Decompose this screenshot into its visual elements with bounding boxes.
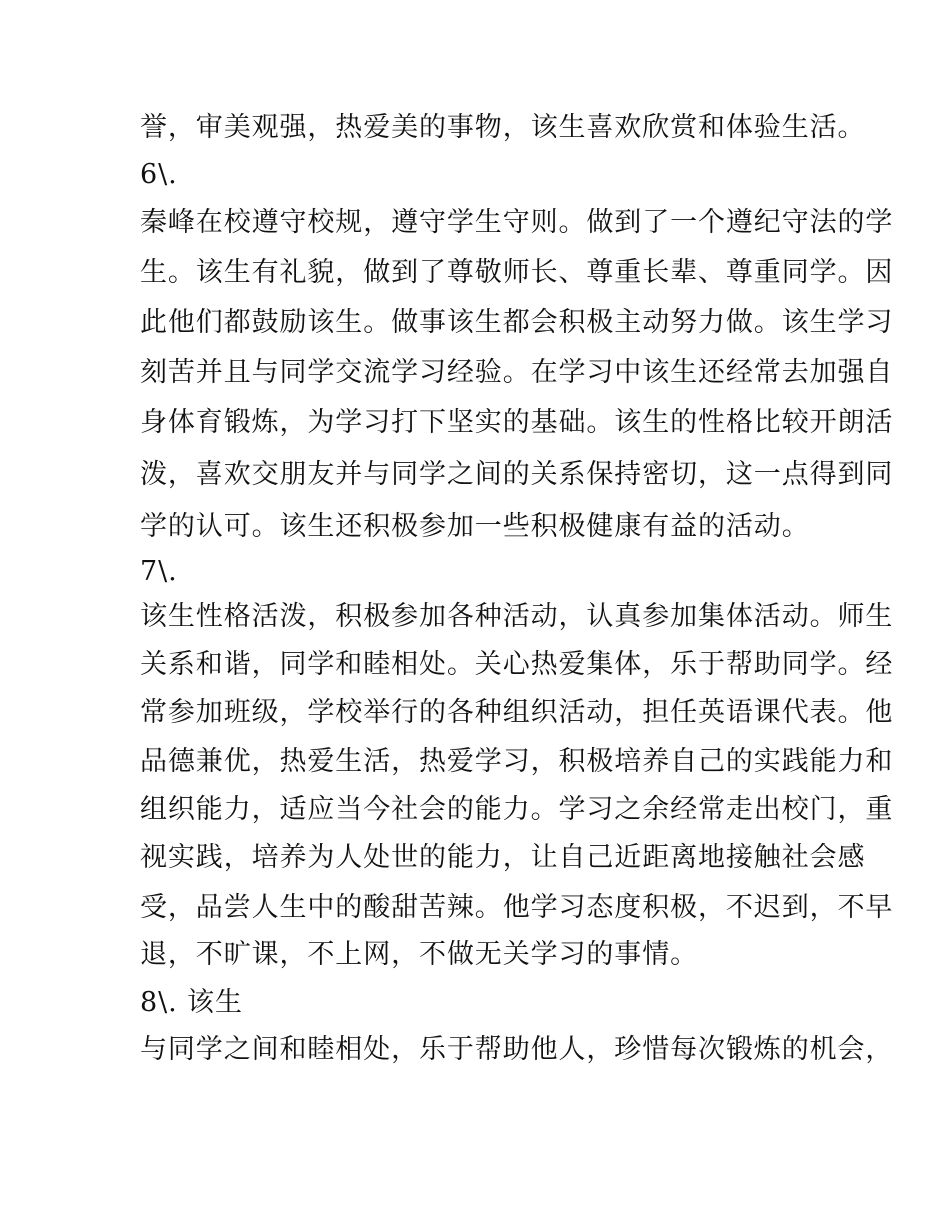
paragraph-line: 誉，审美观强，热爱美的事物，该生喜欢欣赏和体验生活。 bbox=[140, 112, 866, 143]
paragraph-line: 刻苦并且与同学交流学习经验。在学习中该生还经常去加强自 bbox=[140, 357, 894, 388]
paragraph-line: 视实践，培养为人处世的能力，让自己近距离地接触社会感 bbox=[140, 842, 866, 873]
paragraph-line: 该生性格活泼，积极参加各种活动，认真参加集体活动。师生 bbox=[140, 601, 894, 632]
paragraph-line: 常参加班级，学校举行的各种组织活动，担任英语课代表。他 bbox=[140, 697, 894, 728]
section-number: 7\. bbox=[140, 556, 178, 587]
section-number: 6\. bbox=[140, 159, 178, 190]
paragraph-line: 受，品尝人生中的酸甜苦辣。他学习态度积极，不迟到，不早 bbox=[140, 892, 894, 923]
section-number: 8\. 该生 bbox=[140, 987, 243, 1018]
paragraph-line: 退，不旷课，不上网，不做无关学习的事情。 bbox=[140, 939, 698, 970]
paragraph-line: 身体育锻炼，为学习打下坚实的基础。该生的性格比较开朗活 bbox=[140, 407, 894, 438]
paragraph-line: 关系和谐，同学和睦相处。关心热爱集体，乐于帮助同学。经 bbox=[140, 649, 894, 680]
paragraph-line: 组织能力，适应当今社会的能力。学习之余经常走出校门，重 bbox=[140, 794, 894, 825]
paragraph-line: 生。该生有礼貌，做到了尊敬师长、尊重长辈、尊重同学。因 bbox=[140, 257, 894, 288]
paragraph-line: 此他们都鼓励该生。做事该生都会积极主动努力做。该生学习 bbox=[140, 307, 894, 338]
paragraph-line: 与同学之间和睦相处，乐于帮助他人，珍惜每次锻炼的机会， bbox=[140, 1034, 894, 1065]
paragraph-line: 学的认可。该生还积极参加一些积极健康有益的活动。 bbox=[140, 511, 810, 542]
paragraph-line: 品德兼优，热爱生活，热爱学习，积极培养自己的实践能力和 bbox=[140, 746, 894, 777]
paragraph-line: 秦峰在校遵守校规，遵守学生守则。做到了一个遵纪守法的学 bbox=[140, 207, 894, 238]
paragraph-line: 泼，喜欢交朋友并与同学之间的关系保持密切，这一点得到同 bbox=[140, 459, 894, 490]
